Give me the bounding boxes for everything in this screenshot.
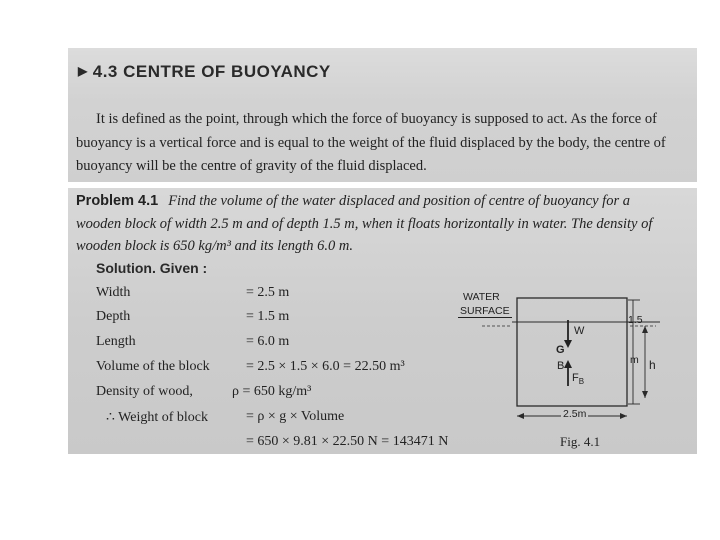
given-value-volume: = 2.5 × 1.5 × 6.0 = 22.50 m³ — [246, 359, 405, 374]
buoyancy-force-label: $F_B$ — [572, 372, 585, 387]
h-label: h — [649, 358, 656, 372]
surface-label: SURFACE — [460, 305, 510, 317]
figure-caption: Fig. 4.1 — [560, 434, 601, 449]
wooden-block-outline — [517, 298, 627, 406]
given-label-density: Density of wood, — [96, 384, 193, 399]
depth-unit-label: m — [630, 354, 639, 366]
problem-label: Problem 4.1 — [76, 193, 159, 209]
given-label-length: Length — [96, 334, 136, 349]
width-value-label: 2.5m — [563, 408, 587, 420]
problem-text-1: Find the volume of the water displaced and position of centre of buoyancy for a — [168, 193, 630, 209]
section-line-1: It is defined as the point, through which the force of buoyancy is supposed to act. As the force of — [96, 111, 657, 127]
section-title: 4.3 CENTRE OF BUOYANCY — [92, 62, 331, 81]
given-value-length: = 6.0 m — [246, 334, 290, 349]
given-label-weight: ∴ Weight of block — [106, 410, 209, 425]
centre-of-gravity-label: G — [556, 344, 565, 356]
given-value-depth: = 1.5 m — [246, 309, 290, 324]
water-label: WATER — [463, 291, 500, 303]
solution-heading: Solution. Given : — [96, 260, 208, 276]
weight-label: W — [574, 325, 585, 337]
depth-value-label: 1.5 — [628, 314, 643, 326]
problem-line-3: wooden block is 650 kg/m³ and its length 6.0 m. — [76, 238, 354, 254]
problem-line-2: wooden block of width 2.5 m and of depth 1.5 m, when it floats horizontally in water. The density of — [76, 216, 653, 232]
given-label-volume: Volume of the block — [96, 359, 210, 374]
centre-of-buoyancy-label: B — [557, 360, 565, 372]
given-value-density: ρ = 650 kg/m³ — [232, 384, 312, 399]
section-line-2: buoyancy is a vertical force and is equal to the weight of the fluid displaced by the body, the centre of — [76, 135, 666, 151]
section-line-3: buoyancy will be the centre of gravity of the fluid displaced. — [76, 158, 427, 174]
given-label-depth: Depth — [96, 309, 131, 324]
given-value-width: = 2.5 m — [246, 285, 290, 300]
section-marker-icon: ▶ — [78, 64, 88, 78]
given-label-width: Width — [96, 285, 131, 300]
given-value-weight-result: = 650 × 9.81 × 22.50 N = 143471 N — [246, 434, 449, 449]
given-value-weight: = ρ × g × Volume — [246, 409, 345, 424]
